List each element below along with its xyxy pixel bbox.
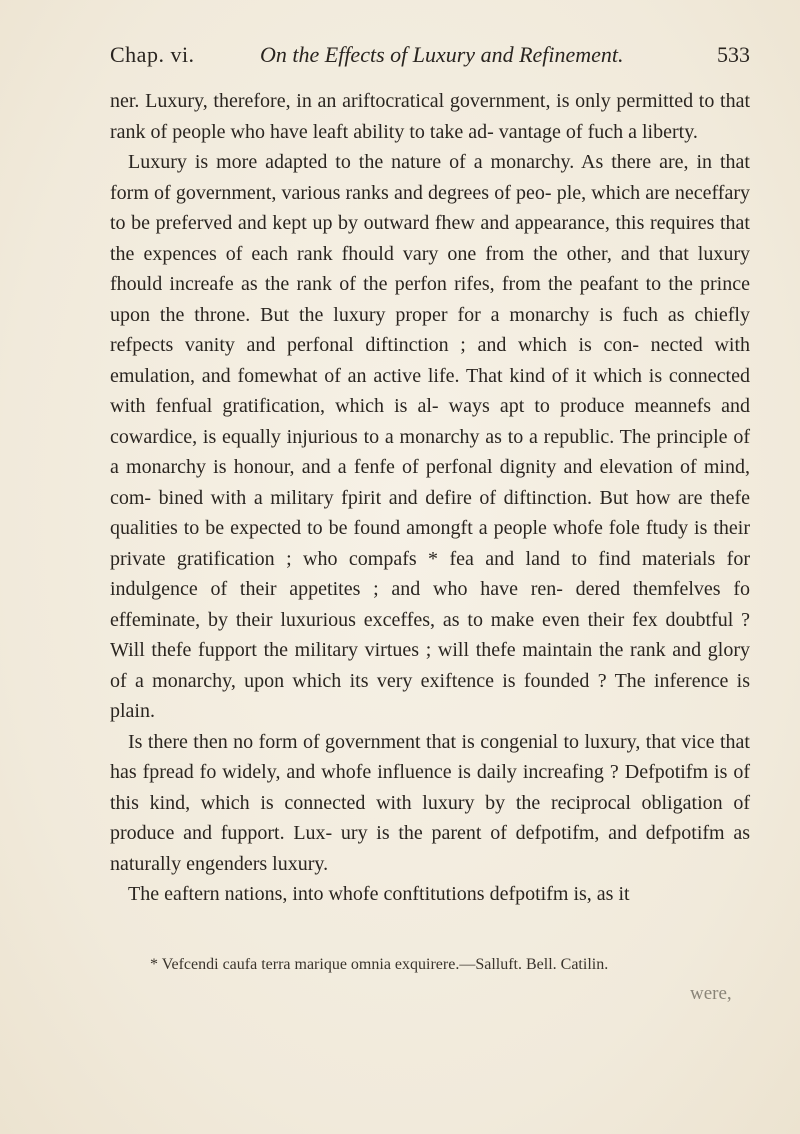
running-title: On the Effects of Luxury and Refinement. [260, 42, 624, 67]
footnote: * Vefcendi caufa terra marique omnia exquirere.—Salluft. Bell. Catilin. [150, 956, 609, 973]
paragraph: The eaftern nations, into whofe conftitutions defpotifm is, as it [128, 883, 630, 905]
page-number: 533 [717, 42, 750, 67]
paragraph: ner. Luxury, therefore, in an ariftocratical government, is only permitted to that rank of people who have leaft ability to take ad- vantage of fuch a liberty. [110, 90, 750, 143]
paragraph: Luxury is more adapted to the nature of a monarchy. As there are, in that form of government, various ranks and degrees of peo- ple, which are neceffary to be preferved and kept up by outward fhew and appearance, this requires that the expences of each rank fhould vary one from the other, and that luxury fhould increafe as the rank of the perfon rifes, from the peafant to the prince upon the throne. But the luxury proper for a monarchy is fuch as chiefly refpects vanity and perfonal diftinction ; and which is con- nected with emulation, and fomewhat of an active life. That kind of it which is connected with fenfual gratification, which is al- ways apt to produce meannefs and cowardice, is equally injurious to a monarchy as to a republic. The principle of a monarchy is honour, and a fenfe of perfonal dignity and elevation of mind, com- bined with a military fpirit and defire of diftinction. But how are thefe qualities to be expected to be found amongft a people whofe fole ftudy is their private gratification ; who compafs * fea and land to find materials for indulgence of their appetites ; and who have ren- dered themfelves fo effeminate, by their luxurious exceffes, as to make even their fex doubtful ? Will thefe fupport the military virtues ; will thefe maintain the rank and glory of a monarchy, upon which its very exiftence is founded ? The inference is plain. [110, 151, 750, 722]
running-header [110, 42, 750, 74]
paragraph: Is there then no form of government that is congenial to luxury, that vice that has fpread fo widely, and whofe influence is daily increafing ? Defpotifm is of this kind, which is connected with luxury by the reciprocal obligation of produce and fupport. Lux- ury is the parent of defpotifm, and defpotifm as naturally engenders luxury. [110, 730, 750, 875]
catchword: were, [690, 983, 732, 1004]
chapter-label: Chap. vi. [110, 42, 195, 67]
body-text [110, 86, 750, 910]
